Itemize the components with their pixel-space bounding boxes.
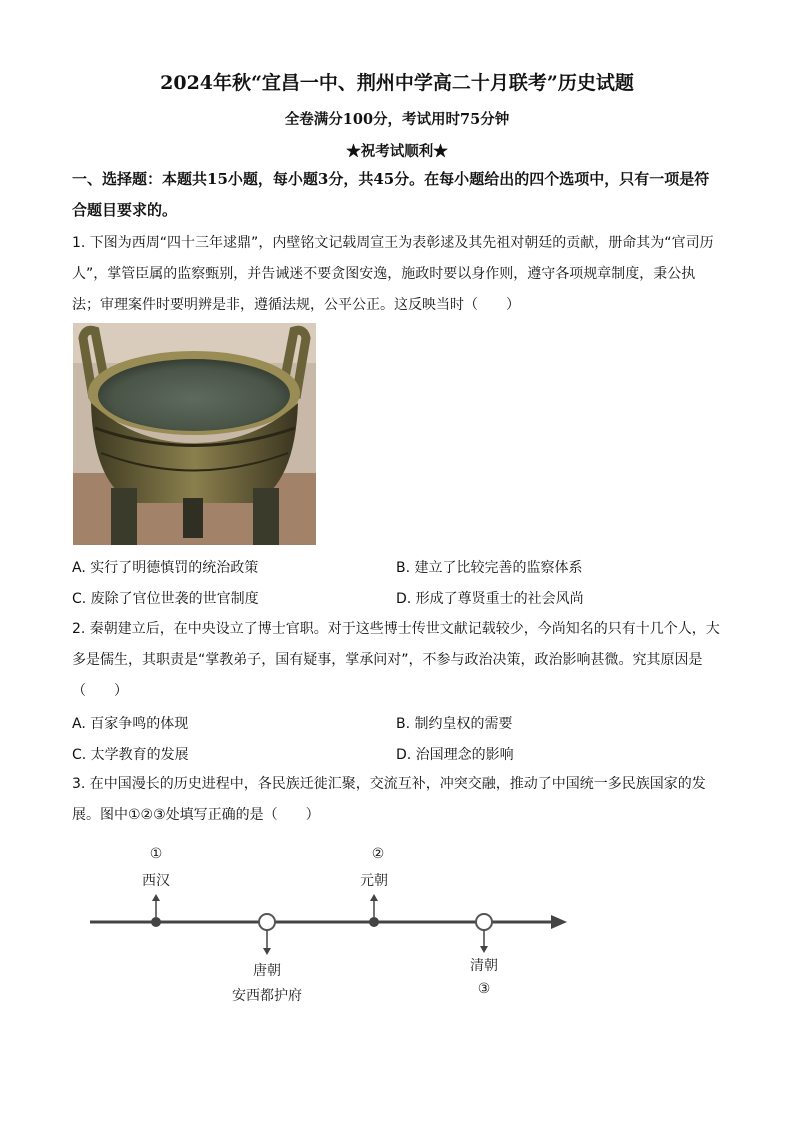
timeline-mark-2: ②: [371, 846, 385, 862]
timeline-label-tang: 唐朝: [253, 963, 281, 979]
timeline-arrowhead: [551, 915, 567, 929]
timeline-circle-tang: [259, 914, 275, 930]
question-1-option-b: B. 建立了比较完善的监察体系: [396, 560, 583, 576]
timeline-mark-1: ①: [149, 846, 163, 862]
timeline-dot-xihan: [151, 917, 161, 927]
question-2-option-d: D. 治国理念的影响: [396, 747, 514, 763]
exam-title: 2024年秋“宜昌一中、荆州中学高二十月联考”历史试题: [160, 72, 634, 94]
timeline-label-xihan: 西汉: [142, 873, 170, 889]
timeline-circle-qing: [476, 914, 492, 930]
question-3-stem: 3. 在中国漫长的历史进程中，各民族迁徙汇聚，交流互补，冲突交融，推动了中国统一多民族国家的发展。图中①②③处填写正确的是（ ）: [72, 776, 706, 823]
question-1-stem: 1. 下图为西周“四十三年逑鼎”，内壁铭文记载周宣王为表彰逑及其先祖对朝廷的贡献，册命其为“官司历人”，掌管臣属的监察甄别，并告诫迷不要贪图安逸，施政时要以身作则，遵守各项规章制度，秉公执法；审理案件时要明辨是非，遵循法规，公平公正。这反映当时（ ）: [72, 235, 714, 313]
section-heading: 一、选择题：本题共15小题，每小题3分，共45分。在每小题给出的四个选项中，只有一项是符合题目要求的。: [72, 170, 710, 219]
bronze-ding-photo: [73, 323, 316, 545]
timeline-dot-yuan: [369, 917, 379, 927]
timeline-label-qing: 清朝: [470, 958, 498, 974]
question-1-option-d: D. 形成了尊贤重士的社会风尚: [396, 591, 584, 607]
question-2-option-a: A. 百家争鸣的体现: [72, 716, 189, 732]
timeline-mark-3: ③: [477, 981, 491, 997]
exam-subtitle: 全卷满分100分，考试用时75分钟: [284, 111, 510, 128]
question-1-option-a: A. 实行了明德慎罚的统治政策: [72, 560, 259, 576]
question-2-option-c: C. 太学教育的发展: [72, 747, 189, 763]
timeline-label-anxi: 安西都护府: [232, 988, 302, 1004]
question-1-option-c: C. 废除了官位世袭的世官制度: [72, 591, 259, 607]
exam-wish: ★祝考试顺利★: [346, 143, 448, 160]
timeline-label-yuan: 元朝: [360, 873, 388, 889]
question-2-stem: 2. 秦朝建立后，在中央设立了博士官职。对于这些博士传世文献记载较少，今尚知名的只有十几个人，大多是儒生，其职责是“掌教弟子，国有疑事，掌承问对”，不参与政治决策，政治影响甚微。究其原因是（ ）: [72, 621, 720, 699]
timeline-diagram: [85, 838, 575, 1018]
question-2-option-b: B. 制约皇权的需要: [396, 716, 513, 732]
